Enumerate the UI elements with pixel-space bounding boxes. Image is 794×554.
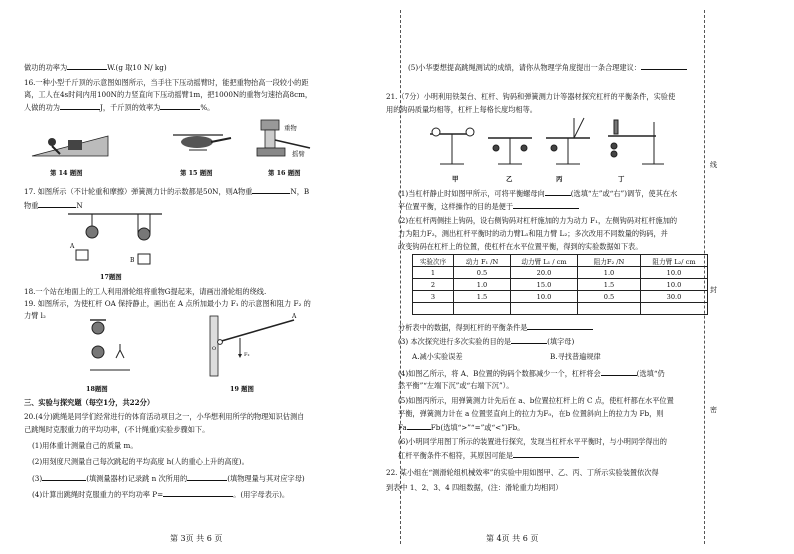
q21-line1: 21.（7分）小明利用铁架台、杠杆、钩码和弹簧测力计等器材探究杠杆的平衡条件，实验使 [386,92,676,101]
q21-2-line2: 力为阻力F₂，测出杠杆平衡时的动力臂L₁和阻力臂 L₂；多次改用不同数量的钩码，并 [398,229,668,238]
table-cell: 1.0 [454,279,511,291]
table-header: 动力臂 L₁ / cm [511,255,578,267]
fig16-label-arm: 摇臂 [292,150,305,158]
svg-text:B: B [130,257,135,264]
table-cell: 0.5 [578,291,641,303]
q16-line1: 16.一种小型千斤顶的示意图如图所示，当手往下压动摇臂时，能把重物抬高一段较小的距 [24,78,309,87]
svg-text:F₂: F₂ [244,352,250,358]
q20-step1: (1)用体重计测量自己的质量 m。 [32,441,138,450]
table-cell: 10.0 [641,279,708,291]
q18-text: 18.一个站在地面上的工人利用滑轮组将重物G提起来，请画出滑轮组的绕线. [24,287,267,296]
q21-3-option-b: B.寻找普遍规律 [550,352,601,361]
table-cell: 1.0 [578,267,641,279]
table-cell: 20.0 [511,267,578,279]
q21-5-line3: Fa Fb(选填“>”“=”或“<”)Fb。 [398,423,525,432]
q21-4-line1: (4)如图乙所示，将 A、B位置的钩码个数都减少一个，杠杆将会 (选填“仍 [398,369,665,378]
page-footer-left: 第 3页 共 6 页 [170,534,223,543]
caption-fig19: 19 题图 [230,385,254,393]
figure-14-ramp [30,118,110,160]
q21-1-line1: (1)当杠杆静止时如图甲所示，可将平衡螺母向 (选填“左”或“右”)调节，使其在水 [398,189,678,198]
q20-line1: 20.(4分)跳绳是同学们经常进行的体育活动项目之一，小华想利用所学的物理知识估测自 [24,412,305,421]
table-cell: 15.0 [511,279,578,291]
table-header: 实验次序 [413,255,454,267]
table-header: 阻力F₂ /N [578,255,641,267]
table-cell: 1 [413,267,454,279]
page-divider [400,10,401,544]
caption-yi: 乙 [506,175,513,183]
q21-line2: 用的钩码质量均相等，杠杆上每格长度均相等。 [386,105,537,114]
table-header-row [413,255,708,267]
q20-step4: (4)计算出跳绳时克服重力的平均功率 P= 。(用字母表示)。 [32,490,290,499]
data-table [412,254,708,315]
table-cell: 0.5 [454,267,511,279]
q21-3-option-a: A.减小实验误差 [412,352,463,361]
q21-2-line3: 改变钩码在杠杆上的位置，使杠杆在水平位置平衡，得到的实验数据如下表。 [398,242,643,251]
table-cell: 10.0 [641,267,708,279]
svg-text:A: A [70,243,75,250]
figure-15-helicopter [165,118,235,160]
table-header: 阻力臂 L₂/ cm [641,255,708,267]
table-cell: 3 [413,291,454,303]
svg-text:O: O [212,346,217,352]
q21-6-line1: (6)小明同学用图丁所示的装置进行探究，发现当杠杆水平平衡时，与小明同学得出的 [398,437,667,446]
table-cell: 1.5 [454,291,511,303]
q20-step3: (3) (填测量器材)记录跳 n 次所用的 (填物理量与其对应字母) [32,474,305,483]
q19-line1: 19. 如图所示，为使杠杆 OA 保持静止，画出在 A 点所加最小力 F₁ 的示意图和阻力 F₂ 的 [24,299,311,308]
caption-fig18: 18题图 [86,385,108,393]
caption-jia: 甲 [452,175,459,183]
q17-line1: 17. 如图所示（不计轮重和摩擦）弹簧测力计的示数都是50N，则A物重 N，B [24,187,310,196]
binding-mark-xian: 线 [710,161,717,169]
caption-ding: 丁 [618,175,625,183]
caption-fig16: 第 16 题图 [268,169,301,177]
figure-18-pulley-group [80,318,140,380]
fig16-label-weight: 重物 [284,124,297,132]
q21-2-line1: (2)在杠杆两侧挂上钩码，设右侧钩码对杠杆施加的力为动力 F₁，左侧钩码对杠杆施加的 [398,216,678,225]
svg-text:A: A [292,313,297,320]
caption-fig15: 第 15 题图 [180,169,213,177]
q19-line2: 力臂 l₂ [24,311,46,320]
q21-5-line1: (5)如图丙所示，用弹簧测力计先后在 a、b位置拉杠杆上的 C 点，使杠杆都在水平位置 [398,396,674,405]
figure-21-levers [424,114,668,172]
page-footer-right: 第 4页 共 6 页 [486,534,539,543]
table-header: 动力 F₁ /N [454,255,511,267]
caption-fig14: 第 14 题图 [50,169,83,177]
q15-tail: 做功的功率为 W.(g 取10 N/ kg) [24,63,167,72]
table-cell: 2 [413,279,454,291]
caption-bing: 丙 [556,175,563,183]
q22-line2: 到表中 1、2、3、4 四组数据，(注：滑轮重力均相同） [386,483,563,492]
q21-4-line2: 然平衡”“左端下沉”或“右端下沉”）。 [398,381,514,390]
section-3-heading: 三、实验与探究题（每空1分，共22分） [24,398,155,407]
table-row [413,303,708,315]
q16-line3: 人做的功为 J，千斤顶的效率为 %。 [24,103,215,112]
q21-5-line2: 平衡，弹簧测力计在 a 位置竖直向上的拉力为F₀，在b 位置斜向上的拉力为 Fb，则 [398,409,664,418]
figure-17-pulleys [62,212,172,272]
q21-3: (3) 本次探究进行多次实验的目的是 (填字母) [398,337,575,346]
q21-6-line2: 杠杆平衡条件不相符，其原因可能是 [398,450,579,460]
table-cell: 10.0 [511,291,578,303]
binding-mark-feng: 封 [710,286,717,294]
figure-19-lever [208,312,318,382]
table-cell: 30.0 [641,291,708,303]
q20-step2: (2)用刻度尺测量自己每次跳起的平均高度 h(人的重心上升的高度)。 [32,457,249,466]
caption-fig17: 17题图 [100,273,122,281]
q17-line2: 物重 N [24,201,83,210]
q16-line2: 离，工人在4s时间内用100N的力竖直向下压动摇臂1m，把1000N的重物匀速抬高8cm， [24,90,313,99]
q21-1-line2: 平位置平衡，这样操作的目的是便于 [398,201,579,211]
table-row [413,279,708,291]
q22-line1: 22. 某小组在“测滑轮组机械效率”的实验中用如图甲、乙、丙、丁所示实验装置依次得 [386,468,659,477]
table-cell: 1.5 [578,279,641,291]
q21-2-conclusion: 分析表中的数据，得到杠杆的平衡条件是 [398,322,593,332]
table-row [413,267,708,279]
q20-5: (5)小华要想提高跳绳测试的成绩，请你从物理学角度提出一条合理建议： [408,62,687,72]
q20-line2: 己跳绳时克服重力的平均功率，(不计绳重)实验步骤如下。 [24,425,210,434]
table-row [413,291,708,303]
binding-mark-mi: 密 [710,406,717,414]
